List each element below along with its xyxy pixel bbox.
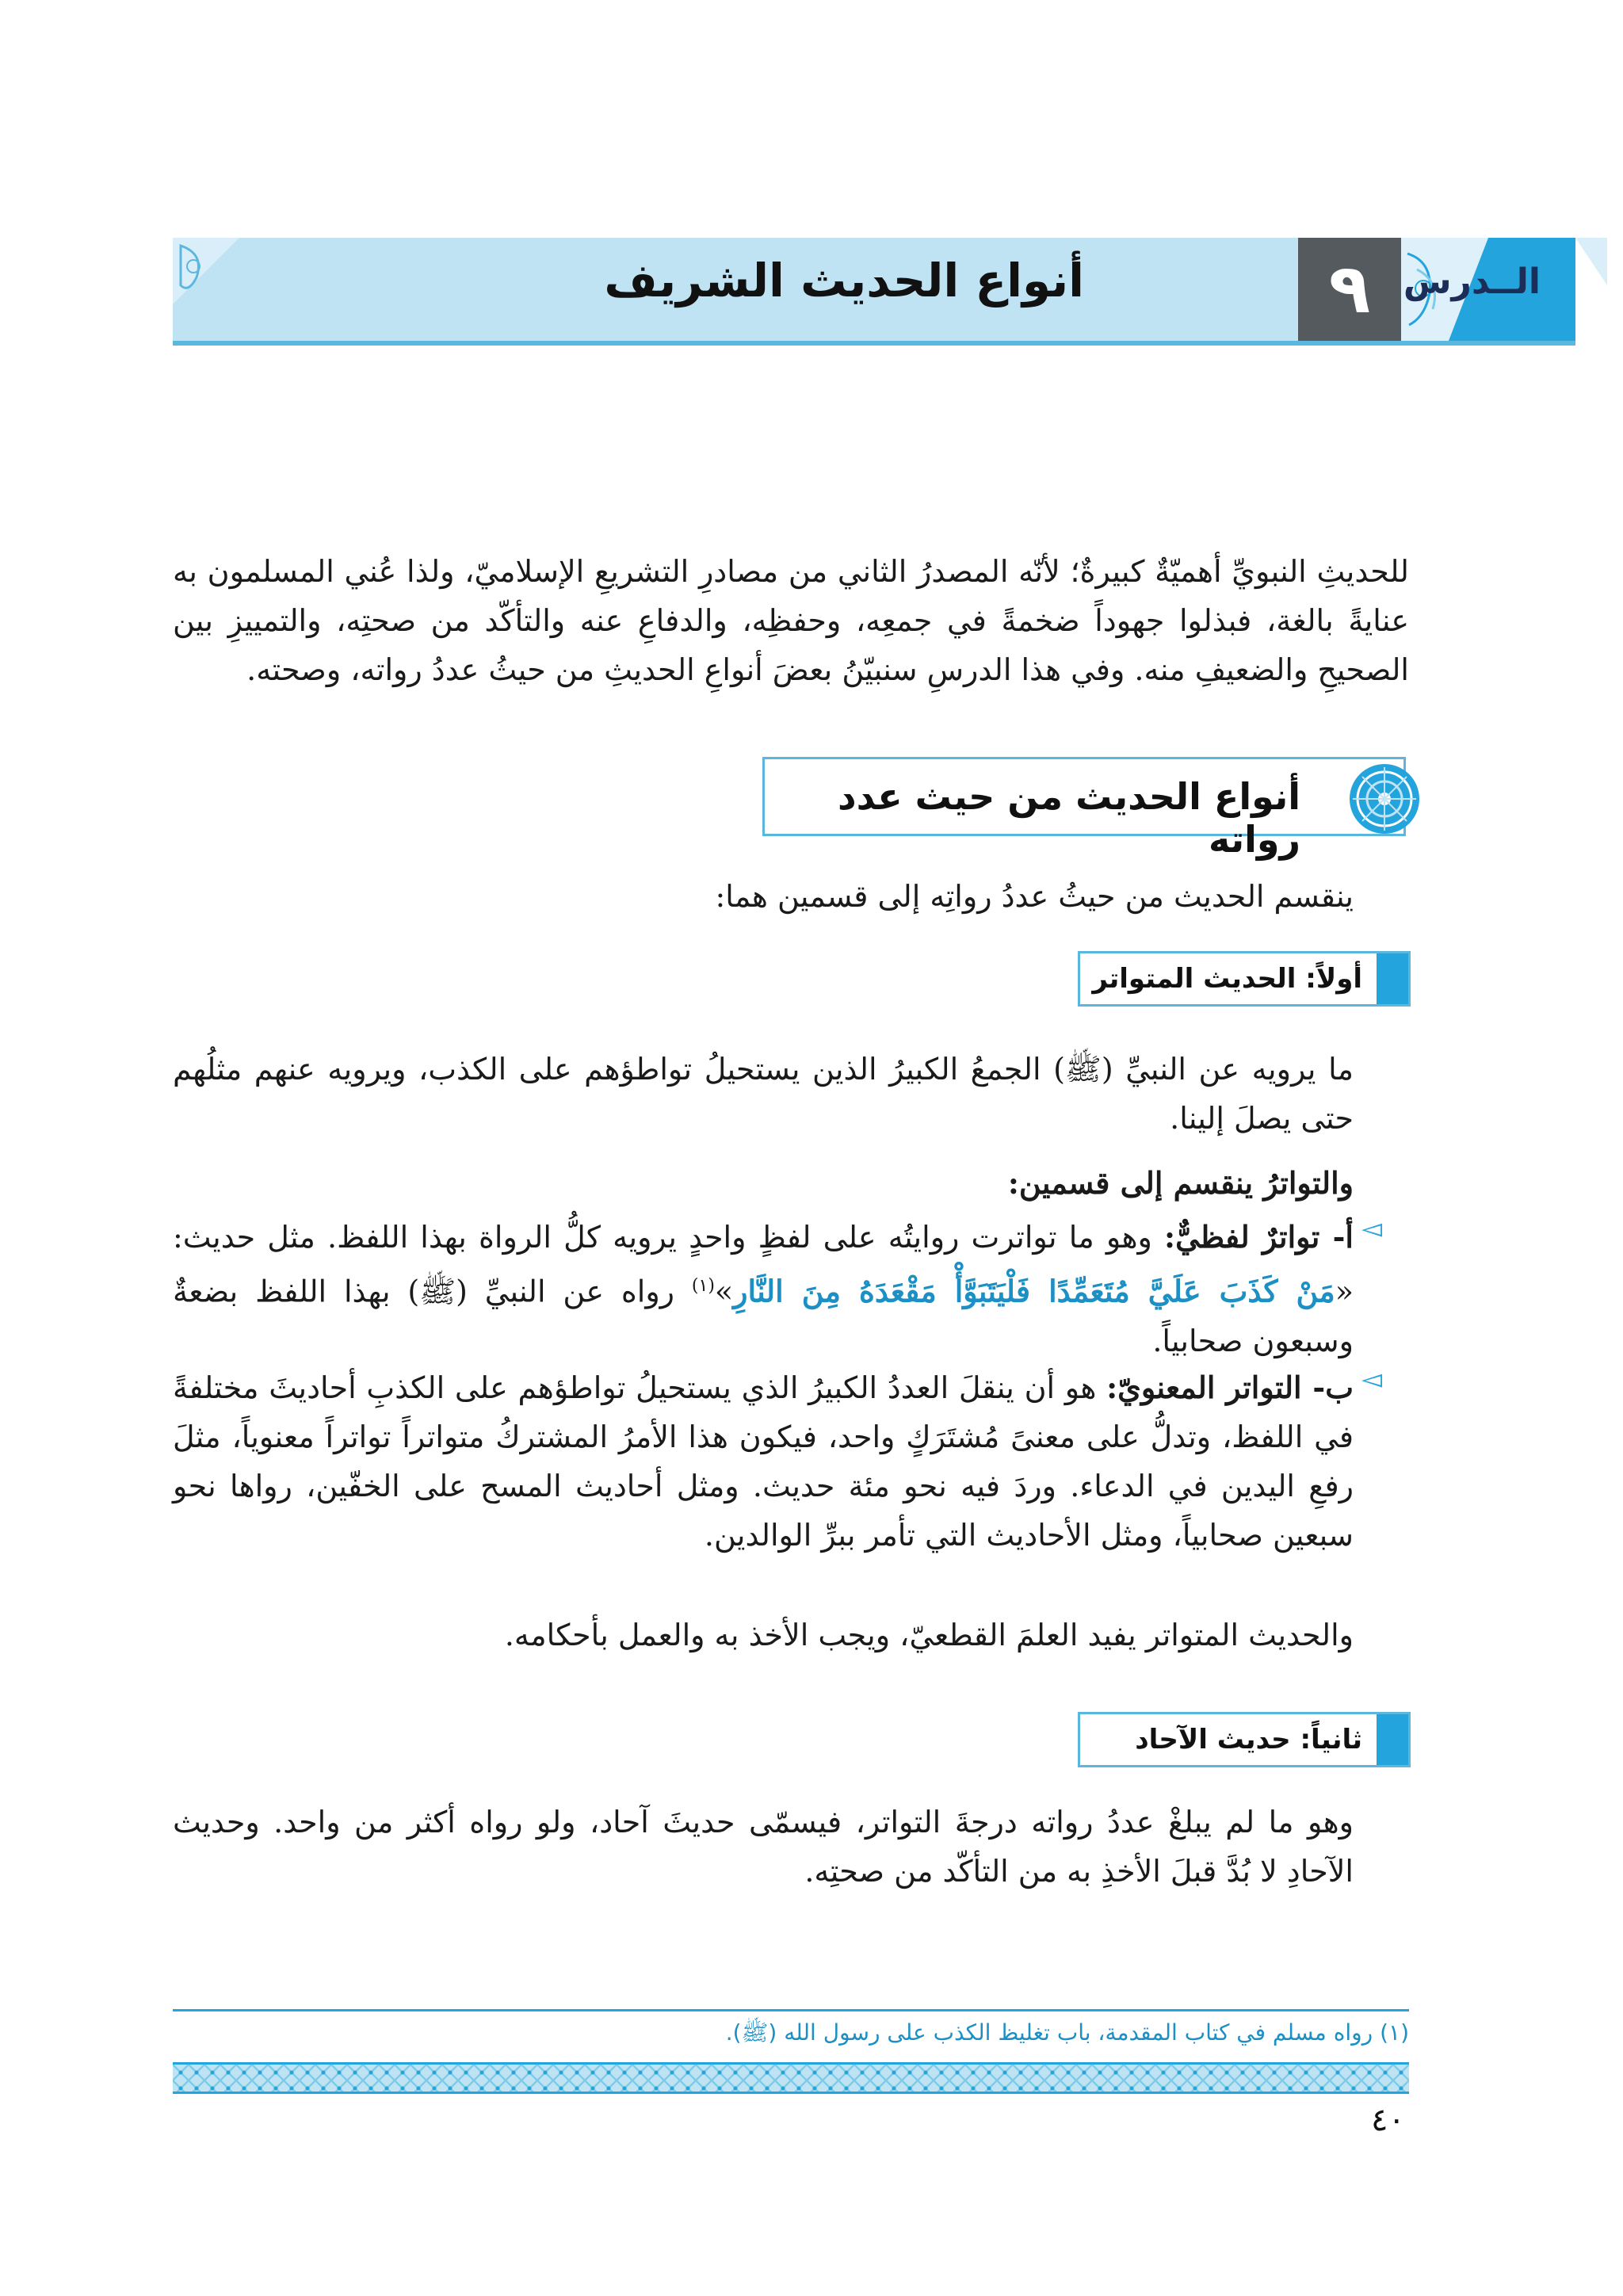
section-lead: ينقسم الحديث من حيثُ عددُ رواتِه إلى قسمين هما: bbox=[715, 879, 1354, 914]
corner-ornament-icon bbox=[173, 238, 239, 341]
lesson-tab bbox=[1401, 238, 1575, 341]
mutawatir-division: والتواترُ ينقسم إلى قسمين: bbox=[1007, 1165, 1354, 1201]
mutawatir-ruling: والحديث المتواتر يفيد العلمَ القطعيّ، ويجب الأخذ به والعمل بأحكامه. bbox=[504, 1618, 1354, 1652]
subheading-mutawatir-box bbox=[1078, 951, 1411, 1007]
lesson-label: الــدرس bbox=[1403, 262, 1541, 302]
footnote-ref: (١) bbox=[691, 1276, 715, 1296]
manawi-text: هو أن ينقلَ العددُ الكبيرُ الذي يستحيلُ تواطؤهم على الكذبِ أحاديثَ مختلفةً في اللفظ، وتدلُّ على معنىً مُشتَرَكٍ واحد، فيكون هذا الأمرُ المشتركُ متواتراً تواتراً معنوياً، مثلَ رفعِ اليدين في الدعاء. وردَ فيه نحو مئة حديث. ومثل أحاديث المسح على الخفّين، رواها نحو سبعين صحابياً، ومثل الأحاديث التي تأمر ببرِّ الوالدين. bbox=[173, 1370, 1354, 1553]
page-number: ٤٠ bbox=[1371, 2102, 1405, 2138]
lafzi-label: أ- تواترٌ لفظيٌّ: bbox=[1164, 1219, 1354, 1255]
lesson-title: أنواع الحديث الشريف bbox=[604, 254, 1084, 308]
ahad-definition: وهو ما لم يبلغْ عددُ رواته درجةَ التواتر، فيسمّى حديثَ آحاد، ولو رواه أكثر من واحد. وحديث الآحادِ لا بُدَّ قبلَ الأخذِ به من التأكّد من صحتِه. bbox=[173, 1805, 1354, 1889]
lesson-number: ٩ bbox=[1298, 238, 1401, 341]
medallion-icon bbox=[1348, 762, 1421, 835]
decorative-band bbox=[173, 2062, 1409, 2094]
arrow-bullet-icon: ◅ bbox=[1361, 1363, 1383, 1395]
bullet-icon bbox=[1377, 953, 1408, 1004]
lafzi-text: وهو ما تواترت روايتُه على لفظٍ واحدٍ يرويه كلُّ الرواة بهذا اللفظ. مثل حديث: « bbox=[173, 1220, 1354, 1309]
manawi-label: ب- التواتر المعنويّ: bbox=[1106, 1370, 1354, 1405]
lafzi-narration: رواه عن النبيِّ (ﷺ) بهذا اللفظ بضعةٌ وسبعون صحابياً. bbox=[173, 1274, 1354, 1358]
intro-paragraph: للحديثِ النبويِّ أهميّةٌ كبيرةٌ؛ لأنّه المصدرُ الثاني من مصادرِ التشريعِ الإسلاميّ، ولذا عُني المسلمون به عنايةً بالغة، فبذلوا جهوداً ضخمةً في جمعِه، وحفظِه، والدفاعِ عنه والتأكّد من صحتِه، والتمييزِ بين الصحيحِ والضعيفِ منه. وفي هذا الدرسِ سنبيّنُ بعضَ أنواعِ الحديثِ من حيثُ عددُ رواته، وصحته. bbox=[173, 554, 1409, 687]
subheading-ahad: ثانياً: حديث الآحاد bbox=[1135, 1724, 1362, 1755]
subheading-mutawatir: أولاً: الحديث المتواتر bbox=[1092, 963, 1362, 995]
arrow-bullet-icon: ◅ bbox=[1361, 1213, 1383, 1244]
footnote-divider bbox=[173, 2009, 1409, 2011]
hadith-close: » bbox=[714, 1274, 734, 1309]
lafzi-item bbox=[173, 1213, 1354, 1366]
section-title: أنواع الحديث من حيث عدد رواته bbox=[838, 775, 1300, 861]
manawi-item bbox=[173, 1363, 1354, 1560]
section-heading-box bbox=[762, 757, 1406, 861]
footnote: (١) رواه مسلم في كتاب المقدمة، باب تغليظ الكذب على رسول الله (ﷺ). bbox=[725, 2019, 1409, 2046]
corner-ornament-icon bbox=[1575, 238, 1607, 341]
mutawatir-definition: ما يرويه عن النبيِّ (ﷺ) الجمعُ الكبيرُ الذين يستحيلُ تواطؤهم على الكذب، ويرويه عنهم مثلُهم حتى يصلَ إلينا. bbox=[173, 1052, 1354, 1136]
lesson-header bbox=[173, 238, 1575, 346]
bullet-icon bbox=[1377, 1714, 1408, 1765]
hadith-text: مَنْ كَذَبَ عَلَيَّ مُتَعَمِّدًا فَلْيَتَبَوَّأْ مَقْعَدَهُ مِنَ النَّارِ bbox=[733, 1273, 1335, 1309]
subheading-ahad-box bbox=[1078, 1712, 1411, 1767]
